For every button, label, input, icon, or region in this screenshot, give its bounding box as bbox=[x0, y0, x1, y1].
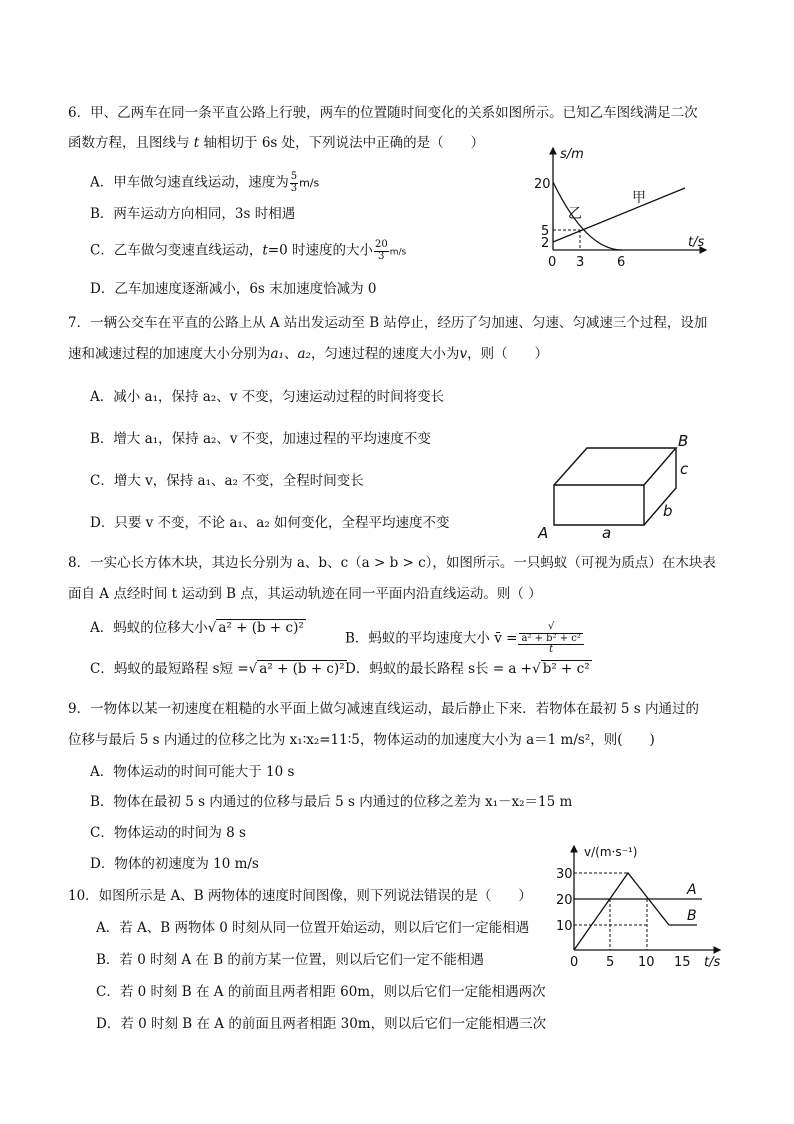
q7-option-b: B．增大 a₁，保持 a₂、v 不变，加速过程的平均速度不变 bbox=[90, 431, 431, 447]
q6-stem-line1: 6．甲、乙两车在同一条平直公路上行驶，两车的位置随时间变化的关系如图所示。已知乙车图线满足二次 bbox=[68, 105, 698, 121]
q6-option-c-den: 3 bbox=[378, 250, 385, 262]
q10-option-b: B．若 0 时刻 A 在 B 的前方某一位置，则以后它们一定不能相遇 bbox=[96, 952, 484, 968]
q10-y-tick-30: 30 bbox=[556, 867, 573, 882]
q6-y-label: s/m bbox=[560, 147, 584, 162]
q10-x-tick-5: 5 bbox=[606, 955, 615, 970]
q6-option-c-unit: m/s bbox=[389, 247, 407, 258]
q7-option-d: D．只要 v 不变，不论 a₁、a₂ 如何变化，全程平均速度不变 bbox=[90, 515, 450, 531]
q6-option-a-fraction bbox=[290, 172, 298, 194]
q6-option-c-num: 20 bbox=[374, 239, 388, 250]
q10-line-B bbox=[574, 873, 697, 950]
q10-stem: 10．如图所示是 A、B 两物体的速度时间图像，则下列说法错误的是（ ） bbox=[68, 888, 532, 904]
q6-y-tick-2: 2 bbox=[541, 236, 550, 251]
q6-option-a-unit: m/s bbox=[299, 176, 320, 190]
q7-label-A: A bbox=[538, 524, 549, 542]
q6-option-c-mid: =0 时速度的大小 bbox=[267, 242, 373, 259]
q6-label-yi: 乙 bbox=[568, 206, 582, 222]
q6-stem-line2b: 轴相切于 6s 处，下列说法中正确的是（ ） bbox=[199, 135, 485, 151]
q6-x-label: t/s bbox=[688, 235, 705, 250]
q7-stem-line2b: ，匀速过程的速度大小为 bbox=[310, 346, 460, 362]
q7-label-c: c bbox=[680, 460, 689, 478]
q6-option-c-t: t bbox=[262, 242, 268, 259]
q8-option-d-text: D．蚂蚁的最长路程 s长 = a + bbox=[345, 661, 533, 677]
q7-option-a: A．减小 a₁，保持 a₂、v 不变，匀速运动过程的时间将变长 bbox=[90, 389, 445, 405]
q10-option-c: C．若 0 时刻 B 在 A 的前面且两者相距 60m，则以后它们一定能相遇两次 bbox=[96, 984, 546, 1000]
q8-stem-line1: 8．一实心长方体木块，其边长分别为 a、b、c（a > b > c），如图所示。一只蚂蚁（可视为质点）在木块表 bbox=[68, 555, 716, 571]
q7-cuboid-front bbox=[554, 485, 644, 525]
q8-option-d: D．蚂蚁的最长路程 s长 = a +√ b² + c² bbox=[345, 661, 590, 677]
q9-option-a: A．物体运动的时间可能大于 10 s bbox=[90, 764, 295, 780]
q6-x-tick-3: 3 bbox=[576, 255, 585, 270]
q7-stem-sep: 、 bbox=[283, 346, 298, 362]
q6-y-tick-5: 5 bbox=[541, 224, 550, 239]
q6-option-a-num: 5 bbox=[290, 171, 298, 182]
q8-option-b-num: √ a² + b² + c² bbox=[518, 622, 583, 645]
q10-label-A: A bbox=[687, 882, 697, 898]
q10-option-a: A．若 A、B 两物体 0 时刻从同一位置开始运动，则以后它们一定能相遇 bbox=[96, 920, 530, 936]
q8-option-a-expr: a² + (b + c)² bbox=[218, 620, 304, 636]
q9-option-d: D．物体的初速度为 10 m/s bbox=[90, 856, 259, 872]
q6-curve-yi bbox=[553, 182, 622, 250]
q7-label-b: b bbox=[663, 502, 673, 520]
q6-st-graph bbox=[528, 144, 718, 270]
q6-option-c-fraction bbox=[374, 240, 389, 262]
q10-label-B: B bbox=[687, 908, 697, 924]
q6-option-a-den: 3 bbox=[290, 182, 298, 194]
q6-y-tick-20: 20 bbox=[534, 177, 551, 192]
q7-label-a: a bbox=[602, 524, 612, 542]
q8-option-b-fraction bbox=[518, 622, 583, 656]
q6-option-b: B．两车运动方向相同，3s 时相遇 bbox=[90, 206, 296, 222]
q10-x-tick-0: 0 bbox=[570, 955, 579, 970]
q10-x-tick-10: 10 bbox=[638, 955, 655, 970]
q10-vt-graph bbox=[550, 842, 734, 970]
q7-stem-line1: 7．一辆公交车在平直的公路上从 A 站出发运动至 B 站停止，经历了匀加速、匀速、匀减速三个过程，设加 bbox=[68, 315, 708, 331]
q6-option-a bbox=[90, 172, 319, 194]
q7-stem-v: v bbox=[459, 346, 468, 362]
q8-option-b-den: t bbox=[549, 644, 554, 655]
q8-option-c-text: C．蚂蚁的最短路程 s短 = bbox=[90, 661, 249, 677]
q8-option-b-text: B．蚂蚁的平均速度大小 v̄ = bbox=[345, 630, 518, 647]
q6-stem-line2 bbox=[68, 137, 484, 151]
q7-stem-a2: a₂ bbox=[297, 346, 311, 362]
q7-cuboid-figure bbox=[530, 428, 710, 544]
q6-x-tick-6: 6 bbox=[617, 255, 626, 270]
q7-stem-line2c: ，则（ ） bbox=[467, 346, 549, 362]
q7-stem-line2a: 速和减速过程的加速度大小分别为 bbox=[68, 346, 271, 362]
q10-x-tick-15: 15 bbox=[674, 955, 691, 970]
q10-y-tick-10: 10 bbox=[556, 919, 573, 934]
q9-option-c: C．物体运动的时间为 8 s bbox=[90, 825, 246, 841]
q8-option-b bbox=[345, 622, 585, 656]
q9-stem-line2: 位移与最后 5 s 内通过的位移之比为 x₁∶x₂=11∶5，物体运动的加速度大小为 a＝1 m/s²，则( ) bbox=[68, 732, 655, 748]
q7-stem-line2 bbox=[68, 348, 548, 362]
q6-x-tick-0: 0 bbox=[548, 255, 557, 270]
q10-x-label: t/s bbox=[704, 955, 721, 970]
q8-option-c: C．蚂蚁的最短路程 s短 =√ a² + (b + c)² bbox=[90, 661, 345, 677]
q9-stem-line1: 9．一物体以某一初速度在粗糙的水平面上做匀减速直线运动，最后静止下来．若物体在最初 5 s 内通过的 bbox=[68, 701, 699, 717]
q6-option-c-text: C．乙车做匀变速直线运动， bbox=[90, 242, 263, 259]
q8-option-a-text: A．蚂蚁的位移大小 bbox=[90, 620, 208, 636]
q7-cuboid-top bbox=[554, 448, 676, 485]
q10-option-d: D．若 0 时刻 B 在 A 的前面且两者相距 30m，则以后它们一定能相遇三次 bbox=[96, 1016, 547, 1032]
q7-stem-a1: a₁ bbox=[270, 346, 284, 362]
q6-stem-t: t bbox=[193, 135, 200, 151]
q6-stem-line2a: 函数方程，且图线与 bbox=[68, 135, 194, 151]
q6-option-c bbox=[90, 240, 406, 262]
q9-option-b: B．物体在最初 5 s 内通过的位移与最后 5 s 内通过的位移之差为 x₁－x₂＝15 m bbox=[90, 794, 573, 810]
q10-y-label: v/(m·s⁻¹) bbox=[584, 845, 638, 859]
q7-option-c: C．增大 v，保持 a₁、a₂ 不变，全程时间变长 bbox=[90, 473, 364, 489]
q8-option-a: A．蚂蚁的位移大小√ a² + (b + c)² bbox=[90, 620, 304, 636]
q8-option-d-expr: b² + c² bbox=[542, 661, 590, 677]
q8-stem-line2: 面自 A 点经时间 t 运动到 B 点，其运动轨迹在同一平面内沿直线运动。则（ ） bbox=[68, 586, 542, 602]
q6-option-d: D．乙车加速度逐渐减小，6s 末加速度恰减为 0 bbox=[90, 281, 377, 297]
q10-y-tick-20: 20 bbox=[556, 893, 573, 908]
q8-option-c-expr: a² + (b + c)² bbox=[259, 661, 345, 677]
q6-label-jia: 甲 bbox=[632, 190, 646, 206]
q7-label-B: B bbox=[678, 432, 689, 450]
q6-option-a-text: A．甲车做匀速直线运动，速度为 bbox=[90, 174, 289, 191]
